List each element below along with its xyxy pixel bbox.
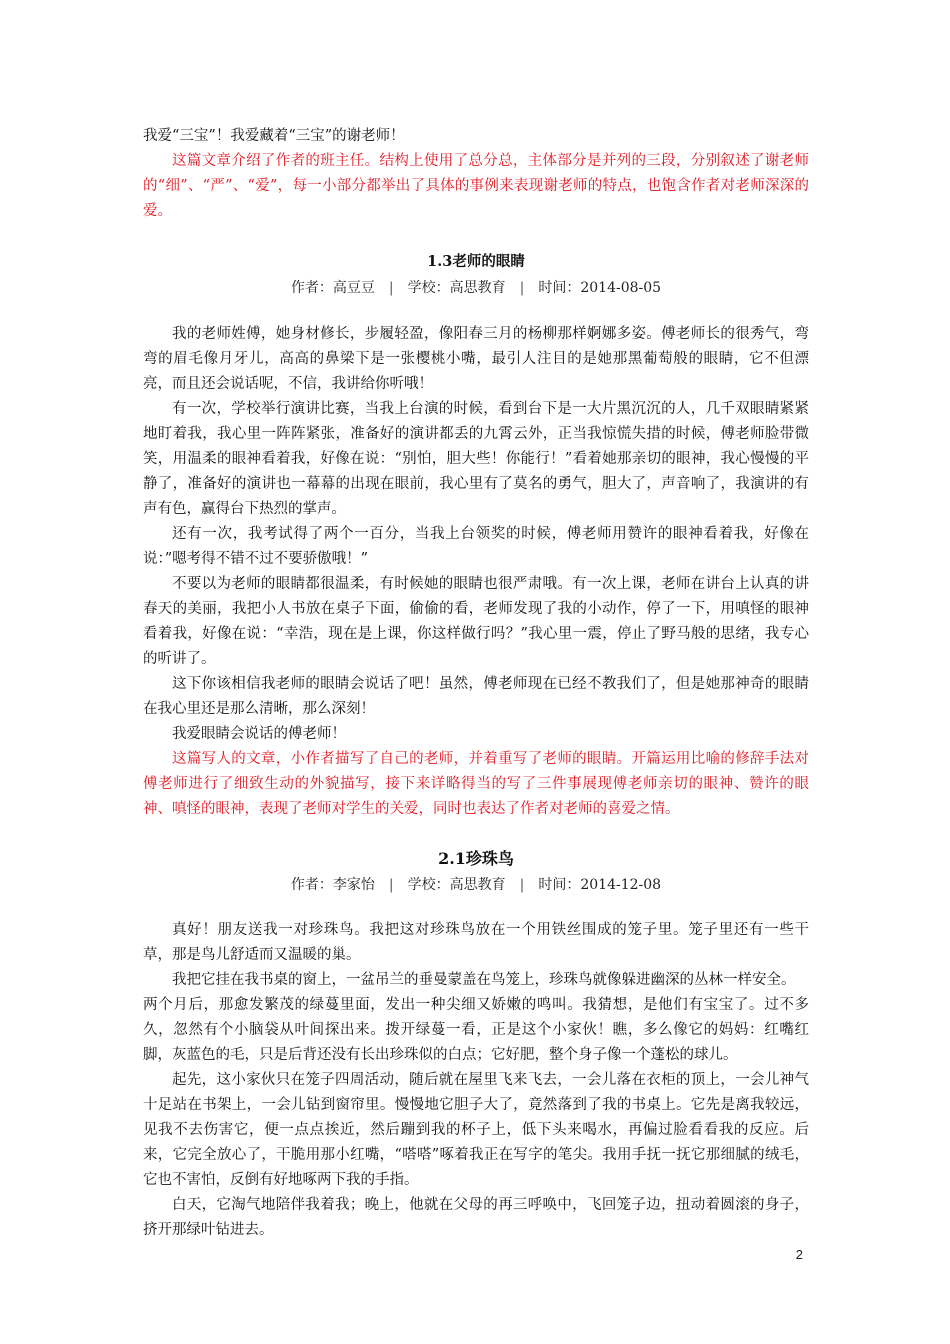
article-meta: [143, 874, 809, 896]
intro-closing-line: 我爱“三宝”！我爱藏着“三宝”的谢老师！: [143, 128, 405, 144]
article-paragraph: 还有一次，我考试得了两个一百分，当我上台领奖的时候，傅老师用赞许的眼神看着我，好像在说：”嗯考得不错不过不要骄傲哦！”: [143, 526, 809, 567]
intro-teacher-comment: 这篇文章介绍了作者的班主任。结构上使用了总分总，主体部分是并列的三段，分别叙述了谢老师的“细”、“严”、“爱”，每一小部分都举出了具体的事例来表现谢老师的特点，也饱含作者对老师深深的爱。: [143, 153, 809, 219]
article-paragraph: 这下你该相信我老师的眼睛会说话了吧！虽然，傅老师现在已经不教我们了，但是她那神奇的眼睛在我心里还是那么清晰，那么深刻！: [143, 676, 809, 717]
article-author: 作者：李家怡: [290, 877, 375, 893]
article-paragraph: 不要以为老师的眼睛都很温柔，有时候她的眼睛也很严肃哦。有一次上课，老师在讲台上认真的讲春天的美丽，我把小人书放在桌子下面，偷偷的看，老师发现了我的小动作，停了一下，用嗔怪的眼神看着我，好像在说：“幸浩，现在是上课，你这样做行吗？”我心里一震，停止了野马般的思绪，我专心的听讲了。: [143, 576, 809, 667]
article-teacher-eyes: [143, 251, 809, 822]
article-paragraph: 真好！朋友送我一对珍珠鸟。我把这对珍珠鸟放在一个用铁丝围成的笼子里。笼子里还有一些干草，那是鸟儿舒适而又温暖的巢。: [143, 922, 809, 963]
article-paragraph: 两个月后，那愈发繁茂的绿蔓里面，发出一种尖细又娇嫩的鸣叫。我猜想，是他们有宝宝了。过不多久，忽然有个小脑袋从叶间探出来。拨开绿蔓一看，正是这个小家伙！瞧，多么像它的妈妈：红嘴红脚，灰蓝色的毛，只是后背还没有长出珍珠似的白点；它好肥，整个身子像一个蓬松的球儿。: [143, 997, 809, 1063]
article-title: 2.1珍珠鸟: [438, 849, 514, 868]
article-school: 学校：高思教育: [407, 280, 506, 296]
page-number: 2: [795, 1247, 803, 1262]
article-date: 时间：2014-12-08: [538, 877, 662, 893]
article-meta: [143, 277, 809, 299]
meta-separator: |: [519, 877, 525, 893]
article-date: 时间：2014-08-05: [538, 280, 662, 296]
article-paragraph: 我爱眼睛会说话的傅老师！: [172, 726, 346, 742]
meta-separator: |: [388, 877, 394, 893]
article-paragraph: 我把它挂在我书桌的窗上，一盆吊兰的垂曼蒙盖在鸟笼上，珍珠鸟就像躲进幽深的丛林一样安全。: [172, 972, 796, 988]
meta-separator: |: [519, 280, 525, 296]
page-content: [143, 124, 809, 1243]
article-paragraph: 有一次，学校举行演讲比赛，当我上台演的时候，看到台下是一大片黑沉沉的人，几千双眼睛紧紧地盯着我，我心里一阵阵紧张，准备好的演讲都丢的九霄云外，正当我惊慌失措的时候，傅老师脸带微笑，用温柔的眼神看着我，好像在说：“别怕，胆大些！你能行！”看着她那亲切的眼神，我心慢慢的平静了，准备好的演讲也一幕幕的出现在眼前，我心里有了莫名的勇气，胆大了，声音响了，我演讲的有声有色，赢得台下热烈的掌声。: [143, 401, 809, 517]
article-paragraph: 起先，这小家伙只在笼子四周活动，随后就在屋里飞来飞去，一会儿落在衣柜的顶上，一会儿神气十足站在书架上，一会儿钻到窗帘里。慢慢地它胆子大了，竟然落到了我的书桌上。它先是离我较远，见我不去伤害它，便一点点挨近，然后蹦到我的杯子上，低下头来喝水，再偏过脸看看我的反应。后来，它完全放心了，干脆用那小红嘴，“嗒嗒”啄着我正在写字的笔尖。我用手抚一抚它那细腻的绒毛，它也不害怕，反倒有好地啄两下我的手指。: [143, 1072, 809, 1188]
article-paragraph: 我的老师姓傅，她身材修长，步履轻盈，像阳春三月的杨柳那样婀娜多姿。傅老师长的很秀气，弯弯的眉毛像月牙儿，高高的鼻梁下是一张樱桃小嘴，最引人注目的是她那黑葡萄般的眼睛，它不但漂亮，而且还会说话呢，不信，我讲给你听哦！: [143, 326, 809, 392]
article-title: 1.3老师的眼睛: [427, 253, 525, 270]
teacher-comment: 这篇写人的文章，小作者描写了自己的老师，并着重写了老师的眼睛。开篇运用比喻的修辞手法对傅老师进行了细致生动的外貌描写，接下来详略得当的写了三件事展现傅老师亲切的眼神、赞许的眼神、嗔怪的眼神，表现了老师对学生的关爱，同时也表达了作者对老师的喜爱之情。: [143, 751, 809, 817]
article-paragraph: 白天，它淘气地陪伴我着我；晚上，他就在父母的再三呼唤中，飞回笼子边，扭动着圆滚的身子，挤开那绿叶钻进去。: [143, 1197, 809, 1238]
meta-separator: |: [388, 280, 394, 296]
article-school: 学校：高思教育: [407, 877, 506, 893]
article-author: 作者：高豆豆: [290, 280, 375, 296]
article-pearl-bird: [143, 848, 809, 1243]
